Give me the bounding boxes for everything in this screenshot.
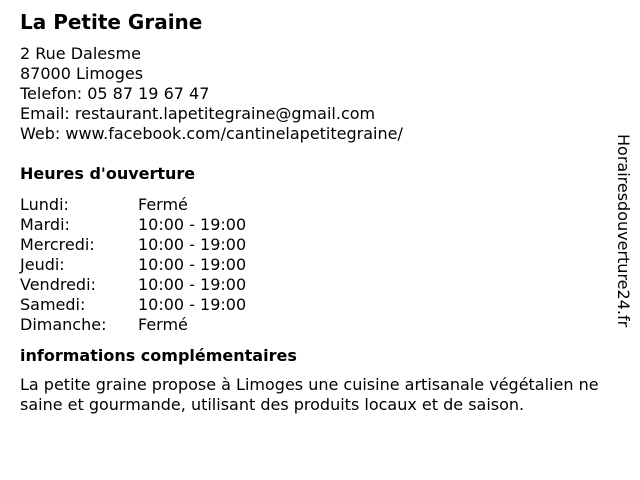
- address-city: 87000 Limoges: [20, 64, 144, 83]
- hours-row-saturday: [20, 295, 610, 315]
- day-hours: 10:00 - 19:00: [138, 215, 247, 234]
- day-hours: 10:00 - 19:00: [138, 235, 247, 254]
- day-label: Jeudi:: [20, 255, 65, 274]
- email-line: Email: restaurant.lapetitegraine@gmail.com: [20, 104, 376, 123]
- day-hours: 10:00 - 19:00: [138, 295, 247, 314]
- hours-heading: Heures d'ouverture: [20, 164, 196, 183]
- restaurant-name: La Petite Graine: [20, 10, 203, 34]
- web-line: Web: www.facebook.com/cantinelapetitegraine/: [20, 124, 403, 143]
- hours-row-thursday: [20, 255, 610, 275]
- address-street: 2 Rue Dalesme: [20, 44, 141, 63]
- day-hours: 10:00 - 19:00: [138, 255, 247, 274]
- restaurant-card: [20, 10, 610, 415]
- day-hours: 10:00 - 19:00: [138, 275, 247, 294]
- day-label: Mercredi:: [20, 235, 95, 254]
- day-label: Vendredi:: [20, 275, 96, 294]
- hours-row-friday: [20, 275, 610, 295]
- hours-row-wednesday: [20, 235, 610, 255]
- info-description: La petite graine propose à Limoges une cuisine artisanale végétalien ne saine et gourmande, utilisant des produits locaux et de saison.: [20, 375, 599, 414]
- hours-row-monday: [20, 195, 610, 215]
- info-heading: informations complémentaires: [20, 346, 297, 365]
- day-hours: Fermé: [138, 315, 188, 334]
- site-watermark: Horairesdouverture24.fr: [614, 134, 633, 328]
- day-label: Dimanche:: [20, 315, 107, 334]
- hours-table: [20, 195, 610, 335]
- day-label: Mardi:: [20, 215, 70, 234]
- day-label: Lundi:: [20, 195, 69, 214]
- day-hours: Fermé: [138, 195, 188, 214]
- hours-row-sunday: [20, 315, 610, 335]
- day-label: Samedi:: [20, 295, 86, 314]
- hours-row-tuesday: [20, 215, 610, 235]
- phone-line: Telefon: 05 87 19 67 47: [20, 84, 210, 103]
